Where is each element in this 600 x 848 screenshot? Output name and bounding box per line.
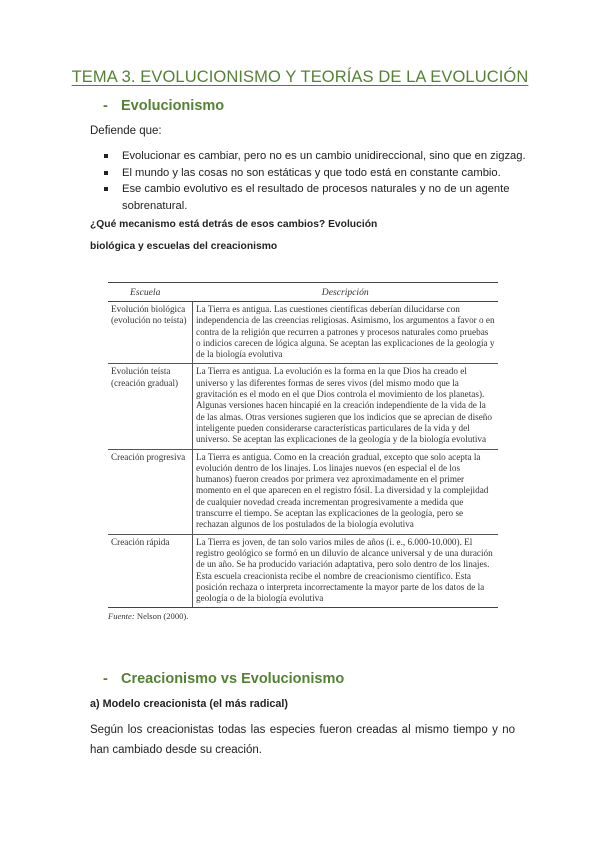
list-item: El mundo y las cosas no son estáticas y que todo está en constante cambio. [90,165,530,182]
table-cell-description: La Tierra es antigua. Las cuestiones científicas deberían dilucidarse con independencia de las creencias religiosas. Asimismo, los argumentos a favor o en contra de la religión que recurren a patrones y procesos naturales como pruebas o indicios carecen de lógica alguna. Se aceptan las explicaciones de la geología y de la biología evolutiva [193,302,499,364]
question-line-2: biológica y escuelas del creacionismo [90,241,278,252]
question-line-1: ¿Qué mecanismo está detrás de esos cambios? Evolución [90,219,378,230]
list-item: Evolucionar es cambiar, pero no es un cambio unidireccional, sino que en zigzag. [90,148,530,165]
section-heading-evolucionismo: - Evolucionismo [103,98,225,114]
table-row [108,449,498,534]
table-source: Fuente: Nelson (2000). [108,611,189,622]
table-header-description: Descripción [193,283,499,302]
schools-table [108,282,498,621]
subsection-heading-a: a) Modelo creacionista (el más radical) [90,698,289,710]
table-cell-school: Evolución teísta (creación gradual) [108,364,193,449]
bullet-list [90,148,530,214]
table-row [108,302,498,364]
section-heading-creacionismo-vs-evolucionismo: - Creacionismo vs Evolucionismo [103,671,345,687]
table-cell-description: La Tierra es antigua. Como en la creación gradual, excepto que solo acepta la evolución dentro de los linajes. Los linajes nuevos (en especial el de los humanos) fueron creados por primera vez aproximadamente en el primer momento en el que aparecen en el registro fósil. La diversidad y la complejidad de cualquier novedad creada incrementan progresivamente a medida que transcurre el tiempo. Se aceptan las explicaciones de la geología, pero se rechazan algunos de los postulados de la biología evolutiva [193,449,499,534]
table-cell-description: La Tierra es joven, de tan solo varios miles de años (i. e., 6.000-10.000). El registro geológico se formó en un diluvio de alcance universal y de una duración de un año. Se ha producido variación adaptativa, pero solo dentro de los linajes. Esta escuela creacionista recibe el nombre de creacionismo científico. Esta posición rechaza o interpreta incorrectamente la mayor parte de los datos de la geología o de la biología evolutiva [193,534,499,608]
final-paragraph: Según los creacionistas todas las especies fueron creadas al mismo tiempo y no han cambiado desde su creación. [90,724,515,756]
defiende-text: Defiende que: [90,125,162,137]
document-title: TEMA 3. EVOLUCIONISMO Y TEORÍAS DE LA EVOLUCIÓN [71,68,529,86]
table-cell-school: Creación rápida [108,534,193,608]
table-cell-school: Creación progresiva [108,449,193,534]
table-header-school: Escuela [108,283,193,302]
list-item: Ese cambio evolutivo es el resultado de procesos naturales y no de un agente sobrenatural. [90,181,530,214]
table-cell-school: Evolución biológica (evolución no teísta) [108,302,193,364]
table-row [108,364,498,449]
table-cell-description: La Tierra es antigua. La evolución es la forma en la que Dios ha creado el universo y las diferentes formas de seres vivos (del mismo modo que la gravitación es el modo en el que Dios controla el movimiento de los planetas). Algunas versiones hacen hincapié en la creación independiente de la vida de la de las almas. Otras versiones sugieren que los indicios que se aprecian de diseño inteligente pueden considerarse características particulares de la vida y del universo. Se aceptan las explicaciones de la geología y de la biología evolutiva [193,364,499,449]
table-row [108,534,498,608]
